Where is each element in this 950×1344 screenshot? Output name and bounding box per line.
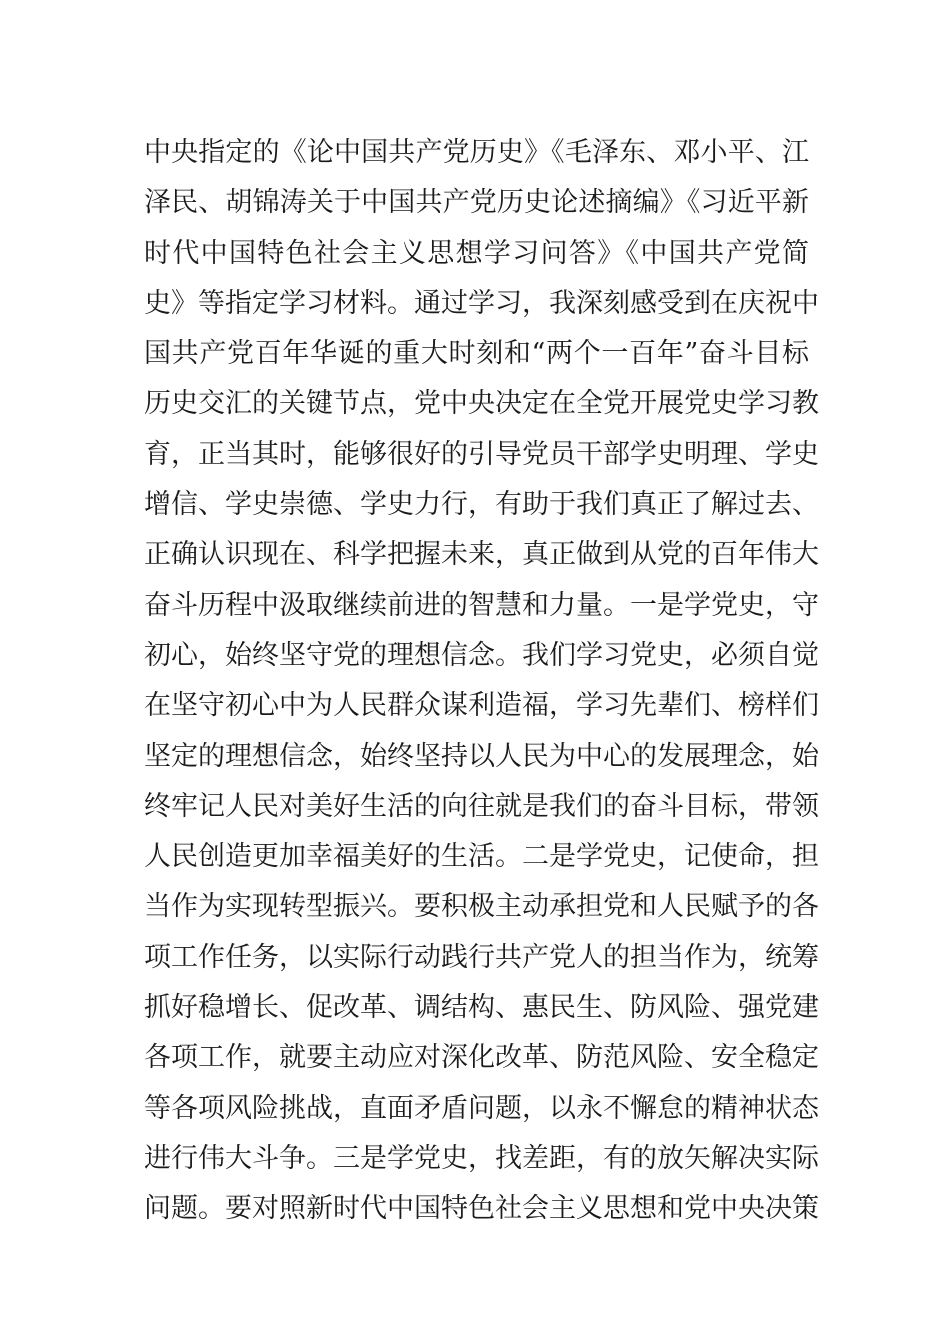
text-line: 泽民、胡锦涛关于中国共产党历史论述摘编》《习近平新: [144, 187, 809, 219]
text-line: 正确认识现在、科学把握未来，真正做到从党的百年伟大: [144, 539, 819, 571]
text-line: 历史交汇的关键节点，党中央决定在全党开展党史学习教: [144, 388, 819, 420]
text-line: 坚定的理想信念，始终坚持以人民为中心的发展理念，始: [144, 740, 819, 772]
text-line: 等各项风险挑战，直面矛盾问题，以永不懈怠的精神状态: [144, 1092, 819, 1124]
body-text: [144, 128, 819, 1235]
text-line: 抓好稳增长、促改革、调结构、惠民生、防风险、强党建: [144, 992, 819, 1024]
text-line: 在坚守初心中为人民群众谋利造福，学习先辈们、榜样们: [144, 690, 819, 722]
text-line: 项工作任务，以实际行动践行共产党人的担当作为，统筹: [144, 941, 819, 973]
text-line: 奋斗历程中汲取继续前进的智慧和力量。一是学党史，守: [144, 589, 819, 621]
text-line: 各项工作，就要主动应对深化改革、防范风险、安全稳定: [144, 1042, 819, 1074]
text-line: 进行伟大斗争。三是学党史，找差距，有的放矢解决实际: [144, 1142, 819, 1174]
text-line: 初心，始终坚守党的理想信念。我们学习党史，必须自觉: [144, 639, 819, 671]
text-line: 时代中国特色社会主义思想学习问答》《中国共产党简: [144, 237, 809, 269]
text-line: 中央指定的《论中国共产党历史》《毛泽东、邓小平、江: [144, 137, 809, 168]
text-line: 终牢记人民对美好生活的向往就是我们的奋斗目标，带领: [144, 790, 819, 822]
text-line: 育，正当其时，能够很好的引导党员干部学史明理、学史: [144, 438, 819, 470]
text-line: 史》等指定学习材料。通过学习，我深刻感受到在庆祝中: [144, 287, 819, 319]
text-line: 国共产党百年华诞的重大时刻和“两个一百年”奋斗目标: [144, 338, 809, 370]
text-line: 增信、学史崇德、学史力行，有助于我们真正了解过去、: [144, 489, 819, 521]
text-line: 人民创造更加幸福美好的生活。二是学党史，记使命，担: [144, 841, 819, 873]
text-line: 当作为实现转型振兴。要积极主动承担党和人民赋予的各: [144, 891, 819, 923]
text-line: 问题。要对照新时代中国特色社会主义思想和党中央决策: [144, 1193, 819, 1225]
